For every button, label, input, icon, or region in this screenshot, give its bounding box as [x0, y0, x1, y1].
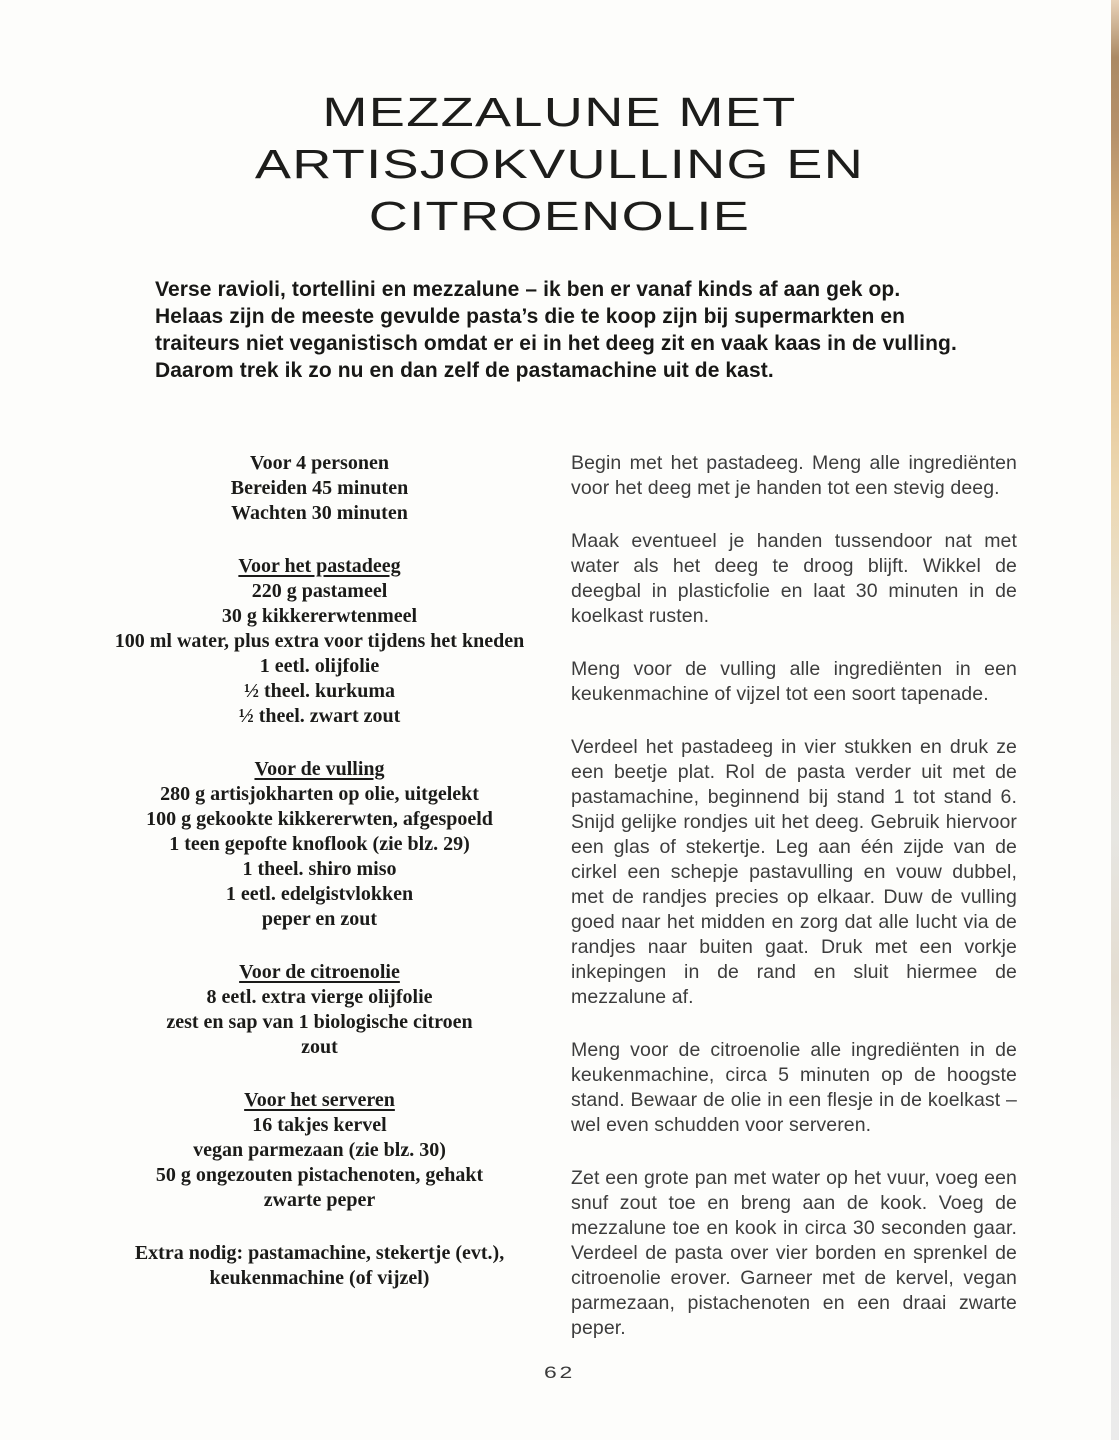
wait-time-label: Wachten 30 minuten — [231, 502, 408, 524]
ingredient-item: ½ theel. kurkuma — [243, 680, 396, 702]
instruction-paragraph-3: Meng voor de vulling alle ingrediënten in een keukenmachine of vijzel tot een soort tapenade. — [571, 658, 1017, 705]
recipe-meta — [62, 451, 577, 526]
ingredient-item: 16 takjes kervel — [252, 1114, 387, 1136]
ingredient-item: 100 g gekookte kikkererwten, afgespoeld — [146, 808, 493, 830]
recipe-title-line-2: ARTISJOKVULLING EN — [254, 141, 865, 187]
ingredient-item: 220 g pastameel — [251, 580, 388, 602]
ingredient-item: vegan parmezaan (zie blz. 30) — [193, 1139, 446, 1161]
ingredient-section-pastadeeg — [62, 554, 577, 729]
ingredient-section-citroenolie — [62, 960, 577, 1060]
instruction-paragraph-2: Maak eventueel je handen tussendoor nat met water als het deeg te droog blijft. Wikkel de deegbal in plasticfolie en laat 30 minuten in de koelkast rusten. — [571, 530, 1017, 627]
ingredient-section-serveren — [62, 1088, 577, 1213]
ingredient-item: 100 ml water, plus extra voor tijdens het kneden — [114, 630, 525, 652]
recipe-title-line-1: MEZZALUNE MET — [322, 89, 797, 135]
ingredient-item: 8 eetl. extra vierge olijfolie — [206, 986, 433, 1008]
ingredient-section-heading: Voor de citroenolie — [239, 961, 400, 983]
ingredient-item: 30 g kikkererwtenmeel — [221, 605, 418, 627]
page-number-value: 62 — [544, 1363, 575, 1382]
instruction-paragraph-1: Begin met het pastadeeg. Meng alle ingrediënten voor het deeg met je handen tot een stevig deeg. — [571, 452, 1017, 499]
prep-time-label: Bereiden 45 minuten — [230, 477, 409, 499]
ingredient-section-heading: Voor de vulling — [254, 758, 385, 780]
ingredient-item: zwarte peper — [263, 1189, 376, 1211]
ingredient-item: 1 teen gepofte knoflook (zie blz. 29) — [169, 833, 470, 855]
recipe-title-line-3: CITROENOLIE — [368, 193, 751, 239]
ingredient-item: 1 eetl. edelgistvlokken — [225, 883, 414, 905]
ingredient-item: zout — [301, 1036, 338, 1058]
equipment-note: Extra nodig: pastamachine, stekertje (evt.), keukenmachine (of vijzel) — [134, 1242, 505, 1289]
ingredient-item: 280 g artisjokharten op olie, uitgelekt — [160, 783, 479, 805]
instruction-paragraph-4: Verdeel het pastadeeg in vier stukken en druk ze een beetje plat. Rol de pasta verder uit met de pastamachine, beginnend bij stand 1 tot stand 6. Snijd gelijke rondjes uit het deeg. Gebruik hiervoor een glas of stekertje. Leg aan één zijde van de cirkel een schepje pastavulling en vouw dubbel, met de randjes precies op elkaar. Duw de vulling goed naar het midden en zorg dat alle lucht via de randjes naar buiten gaat. Druk met een vorkje inkepingen in de rand en sluit hiermee de mezzalune af. — [571, 736, 1017, 1008]
page-number — [0, 1363, 1119, 1383]
recipe-title — [0, 86, 1119, 242]
ingredient-section-vulling — [62, 757, 577, 932]
ingredient-item: ½ theel. zwart zout — [238, 705, 401, 727]
servings-label: Voor 4 personen — [250, 452, 389, 474]
ingredient-item: 50 g ongezouten pistachenoten, gehakt — [155, 1164, 484, 1186]
ingredients-column — [62, 451, 577, 1291]
instructions-column — [571, 451, 1017, 1341]
ingredient-item: 1 eetl. olijfolie — [259, 655, 380, 677]
instruction-paragraph-5: Meng voor de citroenolie alle ingrediënten in de keukenmachine, circa 5 minuten op de hoogste stand. Bewaar de olie in een flesje in de koelkast – wel even schudden voor serveren. — [571, 1039, 1017, 1136]
instruction-paragraph-6: Zet een grote pan met water op het vuur, voeg een snuf zout toe en breng aan de kook. Voeg de mezzalune toe en kook in circa 30 seconden gaar. Verdeel de pasta over vier borden en sprenkel de citroenolie erover. Garneer met de kervel, vegan parmezaan, pistachenoten en een draai zwarte peper. — [571, 1167, 1017, 1339]
ingredient-section-heading: Voor het pastadeeg — [238, 555, 401, 577]
ingredient-section-heading: Voor het serveren — [244, 1089, 395, 1111]
ingredient-item: zest en sap van 1 biologische citroen — [166, 1011, 473, 1033]
ingredient-item: 1 theel. shiro miso — [242, 858, 397, 880]
recipe-intro: Verse ravioli, tortellini en mezzalune – ik ben er vanaf kinds af aan gek op. Helaas zijn de meeste gevulde pasta’s die te koop zijn bij supermarkten en traiteurs niet veganistisch omdat er ei in het deeg zit en vaak kaas in de vulling. Daarom trek ik zo nu en dan zelf de pastamachine uit de kast. — [155, 278, 957, 382]
ingredient-item: peper en zout — [261, 908, 378, 930]
